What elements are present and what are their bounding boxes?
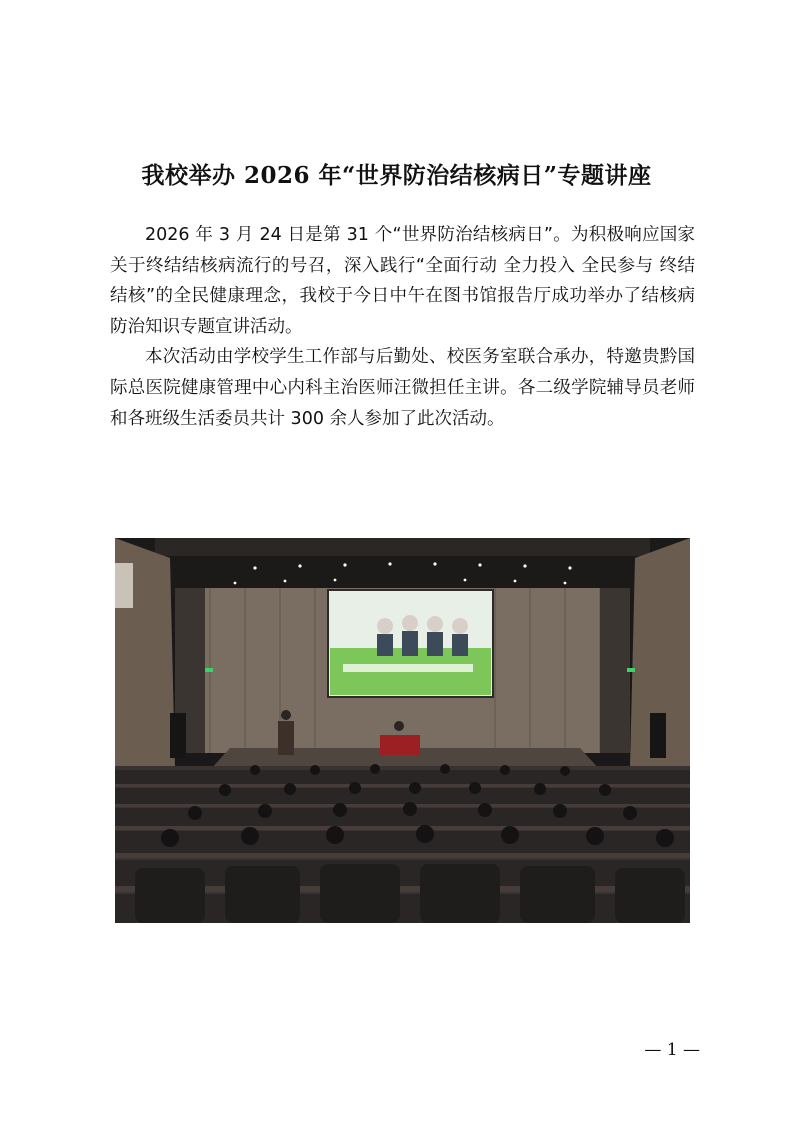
- page-number: — 1 —: [644, 1040, 700, 1060]
- paragraph-1: 2026 年 3 月 24 日是第 31 个“世界防治结核病日”。为积极响应国家关于终结结核病流行的号召，深入践行“全面行动 全力投入 全民参与 终结结核”的全民健康理念，我校于今日中午在图书馆报告厅成功举办了结核病防治知识专题宣讲活动。: [110, 225, 695, 337]
- paragraph-2: 本次活动由学校学生工作部与后勤处、校医务室联合承办，特邀贵黔国际总医院健康管理中心内科主治医师汪微担任主讲。各二级学院辅导员老师和各班级生活委员共计 300 余人参加了此次活动。: [110, 347, 695, 429]
- lecture-hall-photo: [115, 538, 690, 923]
- document-title: 我校举办 2026 年“世界防治结核病日”专题讲座: [141, 162, 652, 189]
- document-body: [110, 220, 695, 434]
